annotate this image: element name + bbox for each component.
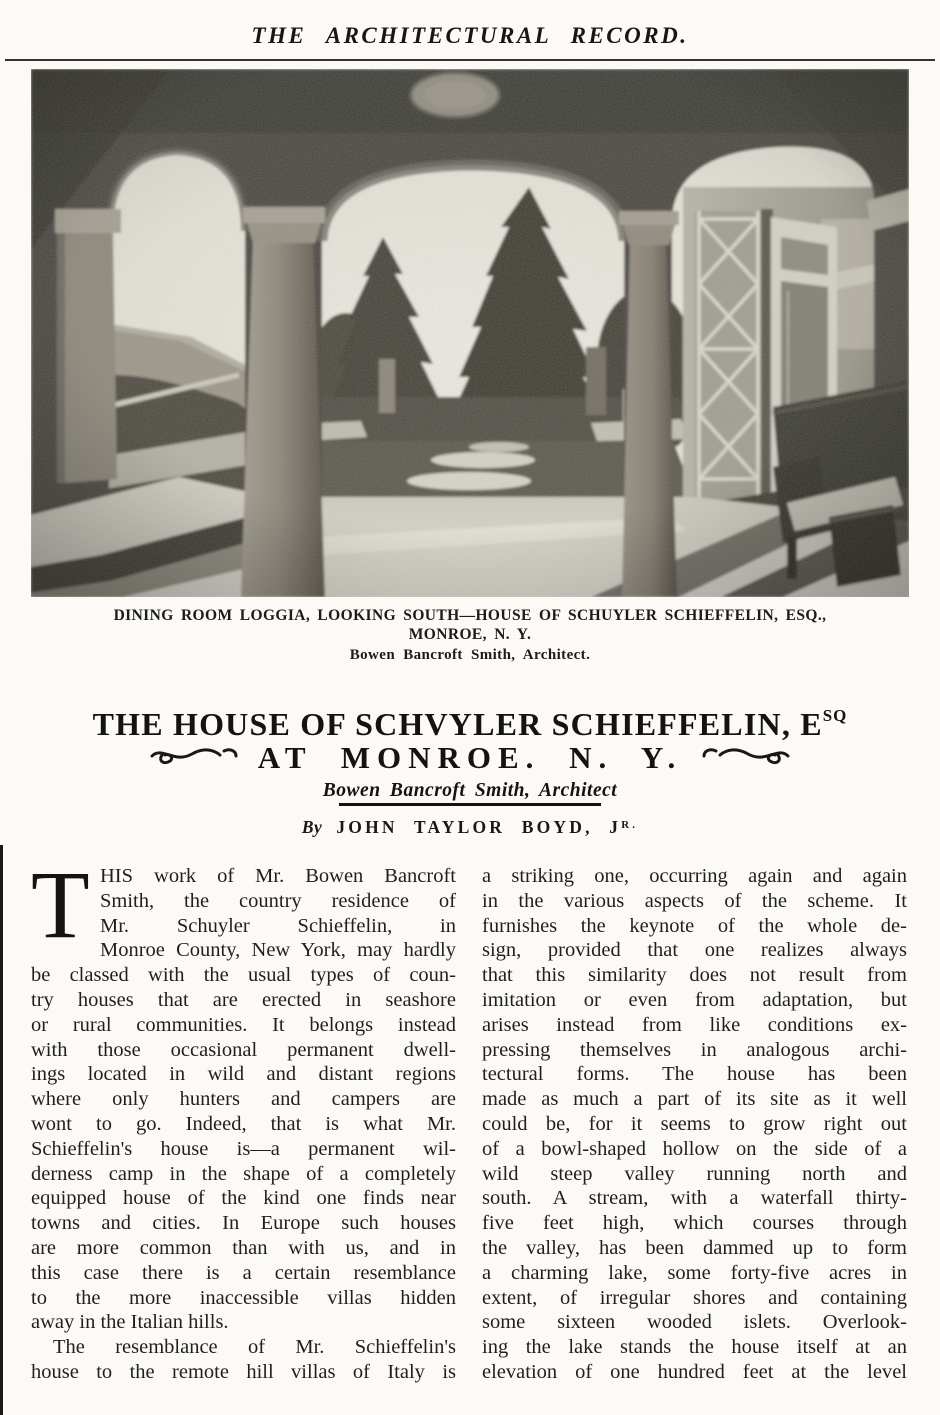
text-line: where only hunters and campers are bbox=[31, 1088, 456, 1111]
text-line: to the more inaccessible villas hidden bbox=[31, 1286, 456, 1309]
text-line: try houses that are erected in seashore bbox=[31, 988, 456, 1011]
column-right-paragraphs bbox=[482, 864, 907, 1385]
text-line: made as much a part of its site as it well bbox=[482, 1088, 907, 1111]
article-title-text: THE HOUSE OF SCHVYLER SCHIEFFELIN, E bbox=[92, 706, 823, 742]
article-title-line-2 bbox=[0, 741, 940, 775]
text-line: ing the lake stands the house itself at an bbox=[482, 1336, 907, 1359]
text-line: Schieffelin's house is—a permanent wil- bbox=[31, 1137, 456, 1160]
masthead bbox=[0, 0, 940, 50]
text-line: that this similarity does not result from bbox=[482, 964, 907, 987]
text-line: a charming lake, some forty-five acres in bbox=[482, 1261, 907, 1284]
text-line: ings located in wild and distant regions bbox=[31, 1063, 456, 1086]
text-line: of a bowl-shaped hollow on the side of a bbox=[482, 1137, 907, 1160]
text-line: south. A stream, with a waterfall thirty- bbox=[482, 1187, 907, 1210]
text-line: wild steep valley running north and bbox=[482, 1162, 907, 1185]
text-line: house to the remote hill villas of Italy is bbox=[31, 1360, 456, 1383]
text-line: away in the Italian hills. bbox=[31, 1311, 229, 1334]
architect-underline bbox=[339, 803, 601, 806]
text-line: could be, for it seems to grow right out bbox=[482, 1112, 907, 1135]
text-line: imitation or even from adaptation, but bbox=[482, 988, 907, 1011]
caption-credit: Bowen Bancroft Smith, Architect. bbox=[349, 647, 591, 663]
text-line: Smith, the country residence of bbox=[100, 889, 456, 912]
text-line: in the various aspects of the scheme. It bbox=[482, 889, 907, 912]
text-line: elevation of one hundred feet at the level bbox=[482, 1360, 907, 1383]
article-heading bbox=[0, 699, 940, 837]
column-left-text bbox=[31, 851, 456, 1385]
byline-author-suffix: R. bbox=[621, 819, 639, 831]
text-line: HIS work of Mr. Bowen Bancroft bbox=[100, 865, 456, 887]
text-line: Mr. Schuyler Schieffelin, in bbox=[100, 914, 456, 937]
text-line: some sixteen wooded islets. Overlook- bbox=[482, 1311, 907, 1334]
text-line: or rural communities. It belongs instead bbox=[31, 1013, 456, 1036]
text-line: extent, of irregular shores and containing bbox=[482, 1286, 907, 1309]
text-line: sign, provided that one realizes always bbox=[482, 939, 907, 962]
text-line: this case there is a certain resemblance bbox=[31, 1261, 456, 1284]
text-line: tectural forms. The house has been bbox=[482, 1063, 907, 1086]
text-line: five feet high, which courses through bbox=[482, 1212, 907, 1235]
column-right-text bbox=[482, 864, 907, 1385]
text-line: furnishes the keynote of the whole de- bbox=[482, 914, 907, 937]
text-line: with those occasional permanent dwell- bbox=[31, 1038, 456, 1061]
byline bbox=[0, 815, 940, 837]
text-line: Monroe County, New York, may hardly bbox=[100, 939, 456, 962]
byline-by-label: By bbox=[301, 817, 323, 837]
drop-cap: T bbox=[31, 851, 90, 958]
text-line: The resemblance of Mr. Schieffelin's bbox=[53, 1336, 456, 1359]
article-subtitle-text: AT MONROE. N. Y. bbox=[257, 740, 683, 775]
text-line: are more common than with us, and in bbox=[31, 1236, 456, 1259]
caption-line-1: DINING ROOM LOGGIA, LOOKING SOUTH—HOUSE OF SCHUYLER SCHIEFFELIN, ESQ., bbox=[113, 607, 827, 624]
paragraph bbox=[482, 864, 907, 1385]
text-line: arises instead from like conditions ex- bbox=[482, 1013, 907, 1036]
header-rule bbox=[5, 59, 935, 61]
flourish-left-icon bbox=[148, 741, 240, 775]
text-line: the valley, has been dammed up to form bbox=[482, 1236, 907, 1259]
flourish-right-icon bbox=[700, 741, 792, 775]
text-line: derness camp in the shape of a completely bbox=[31, 1162, 456, 1185]
photo-caption bbox=[0, 606, 940, 665]
paragraph bbox=[31, 1335, 456, 1385]
text-line: pressing themselves in analogous archi- bbox=[482, 1038, 907, 1061]
page-scan-edge bbox=[0, 845, 3, 1415]
architect-credit: Bowen Bancroft Smith, Architect bbox=[322, 780, 618, 801]
text-line: wont to go. Indeed, that is what Mr. bbox=[31, 1112, 456, 1135]
text-line: equipped house of the kind one finds near bbox=[31, 1187, 456, 1210]
loggia-photograph bbox=[31, 69, 909, 597]
article-body bbox=[0, 851, 940, 1385]
column-left-paragraphs bbox=[31, 851, 456, 1385]
loggia-photo-art bbox=[31, 69, 909, 597]
text-line: towns and cities. In Europe such houses bbox=[31, 1212, 456, 1235]
article-title-superscript: SQ bbox=[822, 706, 848, 725]
magazine-title: THE ARCHITECTURAL RECORD. bbox=[251, 23, 689, 48]
article-title-line-1 bbox=[0, 699, 940, 741]
text-line: a striking one, occurring again and again bbox=[482, 865, 907, 887]
byline-author-text: JOHN TAYLOR BOYD, J bbox=[336, 817, 622, 837]
byline-author-name bbox=[336, 817, 638, 837]
vignette-overlay bbox=[31, 69, 909, 597]
caption-line-2: MONROE, N. Y. bbox=[408, 626, 532, 643]
text-line: be classed with the usual types of coun- bbox=[31, 964, 456, 987]
